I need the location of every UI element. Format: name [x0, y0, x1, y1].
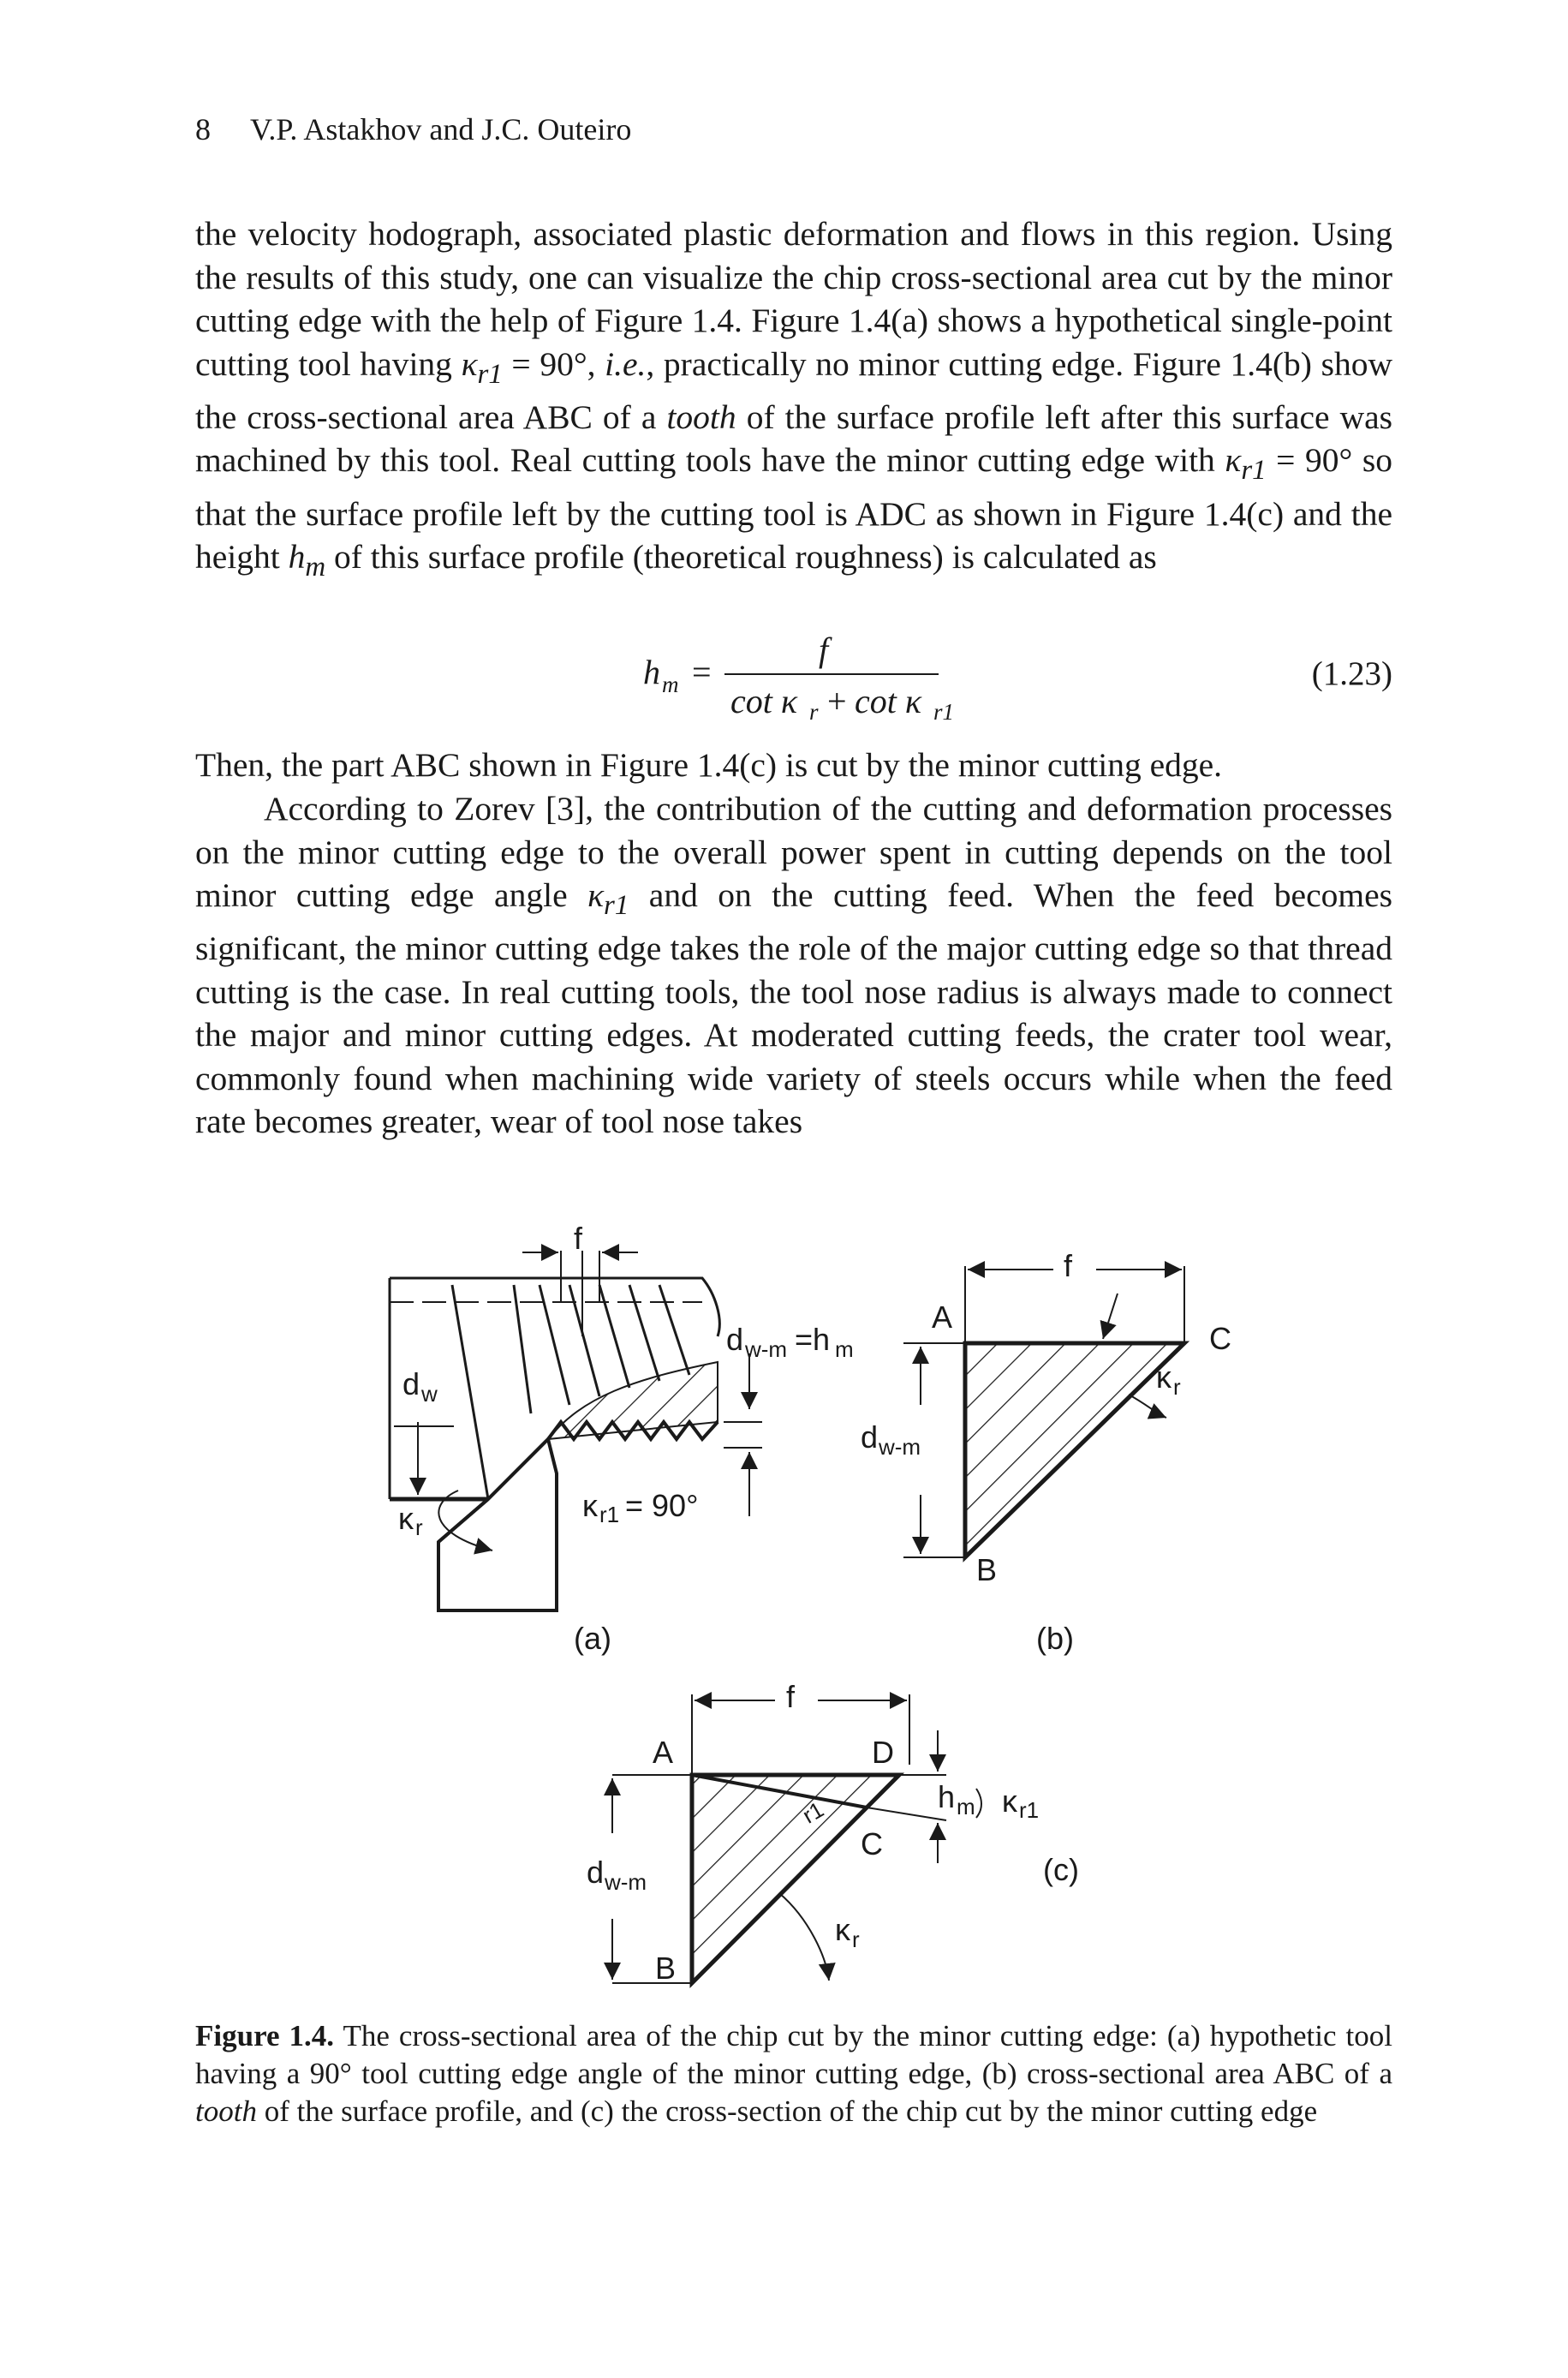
kappa-sub-2: r1 — [1241, 455, 1267, 487]
fig-a-kr-sub: r — [415, 1515, 423, 1540]
equation-1-23 — [195, 625, 1392, 737]
fig-c-dwm-sub: w-m — [605, 1869, 647, 1895]
fig-c-kr1-sub: r1 — [1019, 1797, 1040, 1823]
kappa-symbol-2: κ — [1225, 441, 1242, 480]
fig-b-kr: κ — [1156, 1359, 1172, 1395]
fig-c-C: C — [861, 1826, 883, 1861]
workpiece-top-edge — [390, 1278, 719, 1336]
eq-lhs: h — [643, 653, 660, 691]
figure-1-4 — [0, 1199, 1568, 2013]
fig-c-D: D — [872, 1735, 894, 1770]
c-kr-arc — [779, 1893, 829, 1981]
eq-equals: = — [692, 653, 712, 691]
running-head — [195, 111, 631, 147]
paragraph-2: Then, the part ABC shown in Figure 1.4(c) is cut by the minor cutting edge. — [195, 746, 1223, 784]
fig-a-label: (a) — [574, 1621, 611, 1656]
fig-b-B: B — [976, 1552, 998, 1587]
fig-c-dwm: d — [587, 1855, 605, 1890]
eq-plus: + — [827, 682, 847, 720]
thread-line-2 — [514, 1285, 531, 1413]
thread-line-7 — [659, 1285, 689, 1375]
fig-c-B: B — [655, 1951, 677, 1986]
p1-text-3: , practically no minor cutting edge. Figure 1.4(b) show the cross-sectional area ABC of a — [195, 344, 1392, 436]
fig-c-hm-sub: m — [957, 1794, 975, 1819]
fig-a-kr: κ — [398, 1501, 414, 1536]
eq-numerator: f — [819, 630, 829, 669]
fig-a-dwm: d — [726, 1322, 744, 1357]
equation-svg — [195, 625, 1392, 737]
fig-c-kr: κ — [835, 1912, 850, 1947]
fig-c-kr1: κ — [1002, 1784, 1017, 1819]
ie-text: i.e. — [605, 344, 647, 383]
fig-b-dwm-sub: w-m — [879, 1434, 921, 1460]
figure-caption — [195, 2017, 1392, 2130]
fig-c-r1: r1 — [797, 1795, 828, 1829]
fig-c-A: A — [653, 1735, 674, 1770]
b-pointer — [1103, 1294, 1118, 1339]
p1-text-6: of this surface profile (theoretical roughness) is calculated as — [325, 538, 1157, 577]
fig-a-f: f — [574, 1221, 583, 1256]
fig-a-dw-sub: w — [421, 1381, 438, 1407]
fig-b-f: f — [1064, 1248, 1073, 1283]
p3-text-1: According to Zorev [3], the contribution of the cutting and deformation processes on the minor cutting edge to the overall power spent in cutting depends on the tool minor cutting edge angle — [195, 790, 1392, 914]
kappa-symbol-3: κ — [587, 876, 605, 914]
hm-symbol: h — [288, 538, 306, 577]
fig-b-label: (b) — [1036, 1621, 1074, 1656]
fig-a-kr1-val: = 90° — [625, 1488, 699, 1523]
p3-text-2: and on the cutting feed. When the feed becomes significant, the minor cutting edge takes the role of the major cutting edge so that thread cutting is the case. In real cutting tools, the tool nose radius is always made to connect the major and minor cutting edges. At moderated cutting feeds, the crater tool wear, commonly found when machining wide variety of steels occurs while when the feed rate becomes greater, wear of tool nose takes — [195, 876, 1392, 1141]
kappa-symbol: κ — [461, 344, 478, 383]
fig-a-kr1: κ — [582, 1488, 598, 1523]
thread-line-5 — [599, 1285, 629, 1388]
p1-text-5: = 90° so that the surface profile left by the cutting tool is ADC as shown in Figure 1.4(c) and the height — [195, 441, 1393, 577]
caption-tooth: tooth — [195, 2094, 257, 2128]
fig-c-hm: h — [938, 1779, 956, 1814]
figure-a — [390, 1251, 762, 1610]
eq-cot1-sub: r — [809, 699, 819, 725]
fig-a-dw: d — [402, 1366, 420, 1401]
fig-b-A: A — [932, 1300, 953, 1335]
fig-a-kr1-sub: r1 — [599, 1502, 620, 1527]
caption-text-2: of the surface profile, and (c) the cross-section of the chip cut by the minor cutting edge — [256, 2094, 1318, 2128]
fig-b-dwm: d — [861, 1419, 879, 1455]
fig-a-hm-sub: m — [835, 1336, 854, 1362]
fig-b-kr-sub: r — [1173, 1374, 1181, 1400]
p1-text-2: = 90°, — [502, 344, 605, 383]
triangle-abc — [965, 1343, 1184, 1557]
fig-b-C: C — [1209, 1321, 1231, 1356]
fig-c-label: (c) — [1043, 1852, 1079, 1887]
c-kr1-arc — [976, 1789, 981, 1818]
triangle-adc — [692, 1775, 899, 1983]
hm-sub: m — [305, 552, 326, 583]
p1-text-1: the velocity hodograph, associated plastic deformation and flows in this region. Using the results of this study, one can visualize the chip cross-sectional area cut by the minor cutting edge with the help of Figure 1.4. Figure 1.4(a) shows a hypothetical single-point cutting tool having — [195, 215, 1392, 383]
fig-c-f: f — [786, 1679, 796, 1714]
eq-lhs-sub: m — [662, 672, 679, 697]
equation-number: (1.23) — [1311, 655, 1392, 692]
authors: V.P. Astakhov and J.C. Outeiro — [250, 112, 632, 146]
fig-c-kr-sub: r — [852, 1927, 860, 1952]
fig-a-hm: =h — [795, 1322, 831, 1357]
kappa-sub: r1 — [477, 358, 503, 390]
p1-text-4: of the surface profile left after this surface was machined by this tool. Real cutting tools have the minor cutting edge with — [195, 397, 1392, 480]
thread-line-1 — [452, 1285, 488, 1499]
eq-cot1: cot κ — [730, 682, 798, 720]
b-kr-arc — [1129, 1395, 1166, 1418]
page-number: 8 — [195, 112, 211, 146]
c-ext-line — [867, 1807, 946, 1820]
paragraph-1 — [195, 212, 1392, 589]
caption-text-1: The cross-sectional area of the chip cut by the minor cutting edge: (a) hypothetic tool having a 90° tool cutting edge angle of the minor cutting edge, (b) cross-sectional area ABC of a — [195, 2019, 1392, 2090]
fig-a-dwm-sub: w-m — [745, 1336, 788, 1362]
tooth-word: tooth — [666, 397, 736, 436]
caption-label: Figure 1.4. — [195, 2019, 335, 2052]
eq-cot2: cot κ — [855, 682, 922, 720]
thread-line-6 — [629, 1285, 659, 1381]
paragraph-3 — [195, 787, 1392, 1144]
kappa-sub-3: r1 — [604, 889, 629, 921]
eq-cot2-sub: r1 — [933, 699, 955, 725]
